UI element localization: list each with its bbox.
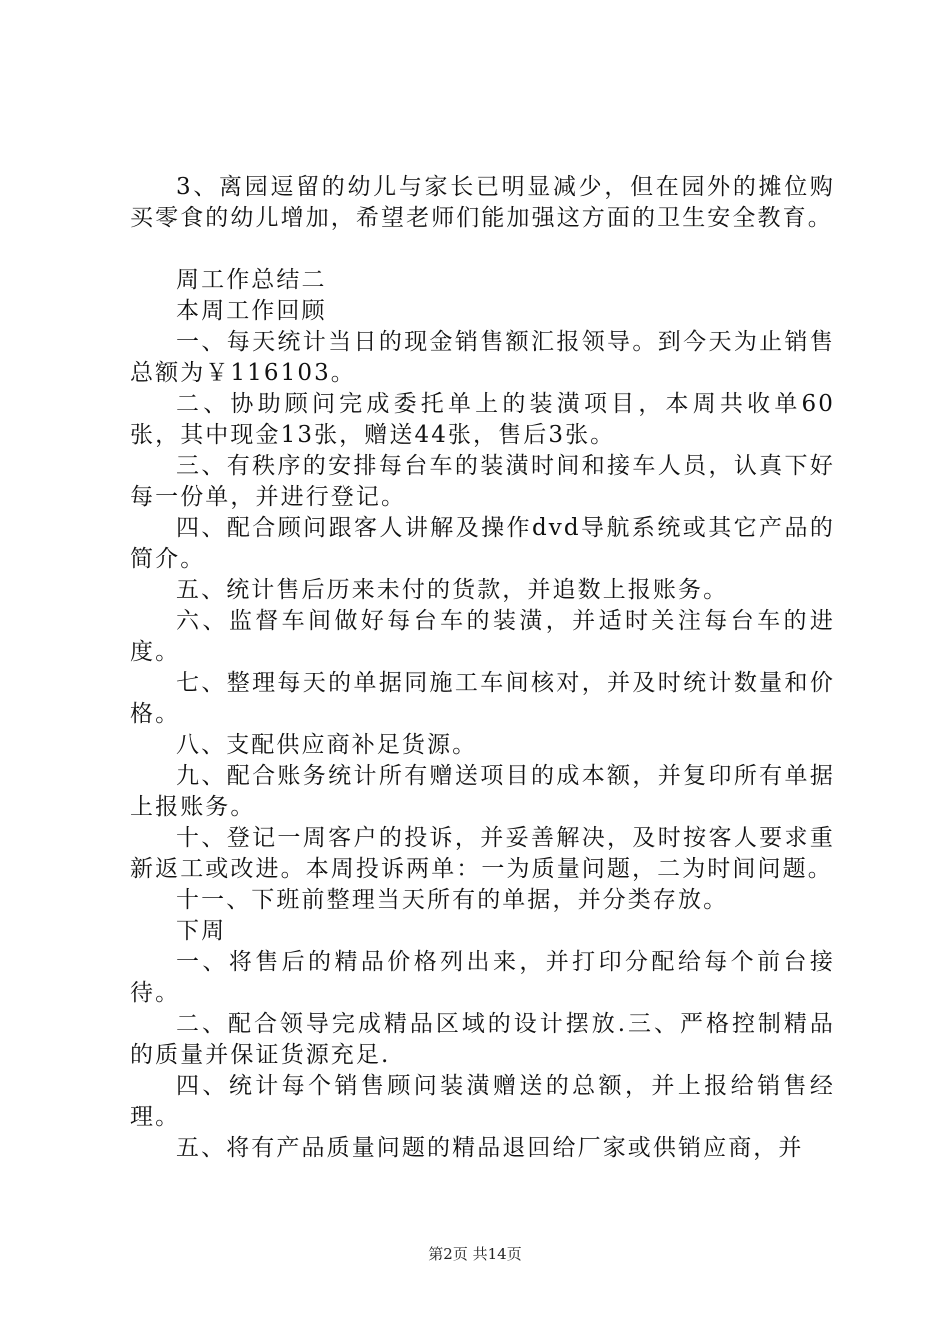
section-subtitle: 本周工作回顾 xyxy=(176,298,327,324)
document-body xyxy=(130,172,835,1164)
paragraph: 3、离园逗留的幼儿与家长已明显减少，但在园外的摊位购买零食的幼儿增加，希望老师们能加强这方面的卫生安全教育。 xyxy=(130,174,835,231)
paragraph: 七、整理每天的单据同施工车间核对，并及时统计数量和价格。 xyxy=(130,670,835,727)
paragraph: 十一、下班前整理当天所有的单据，并分类存放。 xyxy=(176,887,729,913)
section-subtitle: 下周 xyxy=(176,918,227,944)
paragraph: 二、配合领导完成精品区域的设计摆放.三、严格控制精品的质量并保证货源充足. xyxy=(130,1011,835,1068)
paragraph: 三、有秩序的安排每台车的装潢时间和接车人员，认真下好每一份单，并进行登记。 xyxy=(130,453,835,510)
paragraph: 五、将有产品质量问题的精品退回给厂家或供销应商，并 xyxy=(176,1135,804,1161)
paragraph: 九、配合账务统计所有赠送项目的成本额，并复印所有单据上报账务。 xyxy=(130,763,835,820)
paragraph: 一、将售后的精品价格列出来，并打印分配给每个前台接待。 xyxy=(130,949,835,1006)
paragraph: 六、监督车间做好每台车的装潢，并适时关注每台车的进度。 xyxy=(130,608,835,665)
section-title: 周工作总结二 xyxy=(176,267,327,293)
paragraph: 四、统计每个销售顾问装潢赠送的总额，并上报给销售经理。 xyxy=(130,1073,835,1130)
paragraph: 二、协助顾问完成委托单上的装潢项目，本周共收单60张，其中现金13张，赠送44张，售后3张。 xyxy=(130,391,835,448)
paragraph: 四、配合顾问跟客人讲解及操作dvd导航系统或其它产品的简介。 xyxy=(130,515,835,572)
paragraph: 八、支配供应商补足货源。 xyxy=(176,732,478,758)
page-number-footer: 第2页 共14页 xyxy=(428,1245,522,1263)
paragraph: 一、每天统计当日的现金销售额汇报领导。到今天为止销售总额为￥116103。 xyxy=(130,329,835,386)
paragraph: 五、统计售后历来未付的货款，并追数上报账务。 xyxy=(176,577,729,603)
paragraph: 十、登记一周客户的投诉，并妥善解决，及时按客人要求重新返工或改进。本周投诉两单：一为质量问题，二为时间问题。 xyxy=(130,825,835,882)
